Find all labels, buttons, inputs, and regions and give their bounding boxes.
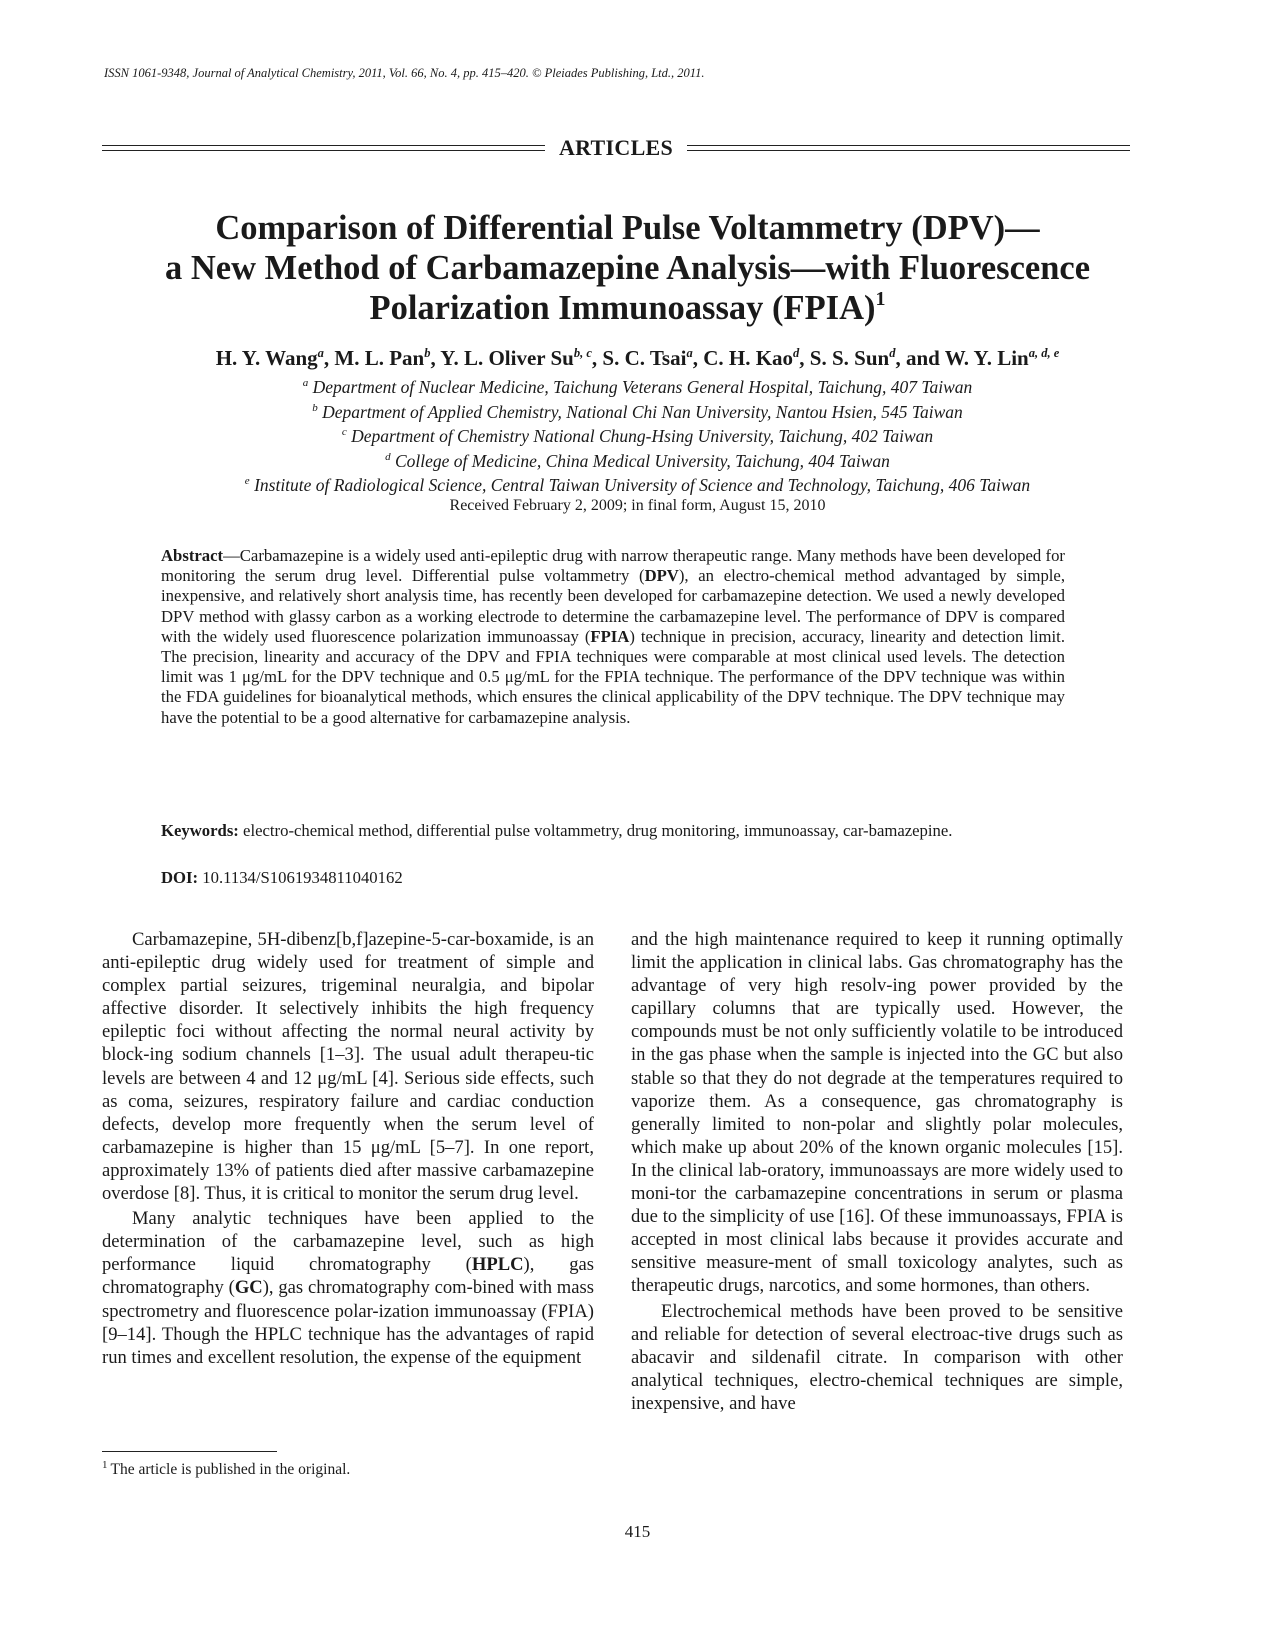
- footnote-rule: [102, 1451, 277, 1452]
- author: H. Y. Wang$^a$,: [215, 346, 335, 370]
- title-line-3: Polarization Immunoassay (FPIA)$^1$: [369, 288, 886, 327]
- right-double-rule: [687, 145, 1130, 151]
- abstract-label: Abstract: [161, 546, 224, 565]
- section-label: ARTICLES: [558, 135, 674, 160]
- title-line-2: a New Method of Carbamazepine Analysis—with Fluorescence: [164, 249, 1091, 287]
- footnote: $^1$ The article is published in the original.: [102, 1459, 351, 1478]
- title-footnote-mark: 1: [875, 288, 886, 310]
- doi-label: DOI:: [161, 868, 199, 887]
- left-double-rule: [102, 145, 545, 151]
- affiliation-list: [60, 375, 1215, 498]
- author: M. L. Pan$^b$,: [334, 346, 441, 370]
- received-dates: Received February 2, 2009; in final form, August 15, 2010: [449, 497, 826, 514]
- doi: DOI: 10.1134/S1061934811040162: [161, 868, 403, 887]
- section-header: [102, 134, 1130, 162]
- body-paragraph: Carbamazepine, 5H-dibenz[b,f]azepine-5-car-boxamide, is an anti-epileptic drug widely used for treatment of simple and complex partial seizures, trigeminal neuralgia, and bipolar affective disorder. It selectively inhibits the high frequency epileptic foci without affecting the normal neural activity by block-ing sodium channels [1–3]. The usual adult therapeu-tic levels are between 4 and 12 μg/mL [4]. Serious side effects, such as coma, seizures, respiratory failure and cardiac conduction defects, develop more frequently when the serum level of carbamazepine is higher than 15 μg/mL [5–7]. In one report, approximately 13% of patients died after massive carbamazepine overdose [8]. Thus, it is critical to monitor the serum drug level.: [102, 929, 594, 1205]
- affiliation: $^a$ Department of Nuclear Medicine, Taichung Veterans General Hospital, Taichung, 407 Taiwan: [302, 377, 973, 397]
- journal-citation-line: ISSN 1061-9348, Journal of Analytical Chemistry, 2011, Vol. 66, No. 4, pp. 415–420. © Pleiades Publishing, Ltd., 2011.: [104, 66, 705, 80]
- body-paragraph: Many analytic techniques have been applied to the determination of the carbamazepine level, such as high performance liquid chromatography (HPLC), gas chromatography (GC), gas chromatography com-bined with mass spectrometry and fluorescence polar-ization immunoassay (FPIA) [9–14]. Though the HPLC technique has the advantages of rapid run times and excellent resolution, the expense of the equipment: [102, 1208, 594, 1368]
- keywords: Keywords: electro-chemical method, differential pulse voltammetry, drug monitoring, immunoassay, car-bamazepine.: [161, 821, 953, 840]
- author: W. Y. Lin$^{a, d, e}$: [944, 346, 1060, 370]
- title-line-1: Comparison of Differential Pulse Voltammetry (DPV)—: [215, 209, 1040, 247]
- body-paragraph: Electrochemical methods have been proved to be sensitive and reliable for detection of several electroac-tive drugs such as abacavir and sildenafil citrate. In comparison with other analytical techniques, electro-chemical techniques are simple, inexpensive, and have: [631, 1300, 1123, 1414]
- affiliation: $^e$ Institute of Radiological Science, Central Taiwan University of Science and Technology, Taichung, 406 Taiwan: [244, 475, 1031, 495]
- affiliation: $^b$ Department of Applied Chemistry, National Chi Nan University, Nantou Hsien, 545 Taiwan: [312, 401, 963, 422]
- article-title: [90, 208, 1165, 328]
- body-column-left: [102, 928, 594, 1369]
- page-number: 415: [624, 1522, 651, 1541]
- body-paragraph: and the high maintenance required to keep it running optimally limit the application in clinical labs. Gas chromatography has the advantage of very high resolv-ing power provided by the capillary columns that are typically used. However, the compounds must be not only sufficiently volatile to be introduced in the gas phase when the sample is injected into the GC but also stable so that they do not degrade at the temperatures required to vaporize them. As a consequence, gas chromatography is generally limited to non-polar and slightly polar molecules, which make up about 20% of the known organic molecules [15]. In the clinical lab-oratory, immunoassays are more widely used to moni-tor the carbamazepine concentrations in serum or plasma due to the simplicity of use [16]. Of these immunoassays, FPIA is accepted in most clinical labs because it provides accurate and sensitive measure-ment of small toxicology analytes, such as therapeutic drugs, narcotics, and some hormones, than others.: [631, 929, 1123, 1297]
- affiliation: $^c$ Department of Chemistry National Chung-Hsing University, Taichung, 402 Taiwan: [341, 426, 934, 446]
- abstract: Abstract—Carbamazepine is a widely used anti-epileptic drug with narrow therapeutic range. Many methods have been developed for monitoring the serum drug level. Differential pulse voltammetry (DPV), an electro-chemical method advantaged by simple, inexpensive, and relatively short analysis time, has recently been developed for carbamazepine detection. We used a newly developed DPV method with glassy carbon as a working electrode to determine the carbamazepine level. The performance of DPV is compared with the widely used fluorescence polarization immunoassay (FPIA) technique in precision, accuracy, linearity and detection limit. The precision, linearity and accuracy of the DPV and FPIA techniques were comparable at most clinical used levels. The detection limit was 1 μg/mL for the DPV technique and 0.5 μg/mL for the FPIA technique. The performance of the DPV technique was within the FDA guidelines for bioanalytical methods, which ensures the clinical applicability of the DPV technique. The DPV technique may have the potential to be a good alternative for carbamazepine analysis.: [161, 546, 1065, 727]
- keywords-label: Keywords:: [161, 821, 239, 840]
- author: Y. L. Oliver Su$^{b, c}$,: [440, 346, 603, 370]
- author: C. H. Kao$^d$,: [703, 346, 810, 370]
- affiliation: $^d$ College of Medicine, China Medical University, Taichung, 404 Taiwan: [385, 450, 890, 471]
- author-list: [60, 346, 1215, 371]
- author: S. S. Sun$^d$, and: [809, 346, 945, 370]
- author: S. C. Tsai$^a$,: [602, 346, 704, 370]
- body-column-right: [631, 928, 1123, 1415]
